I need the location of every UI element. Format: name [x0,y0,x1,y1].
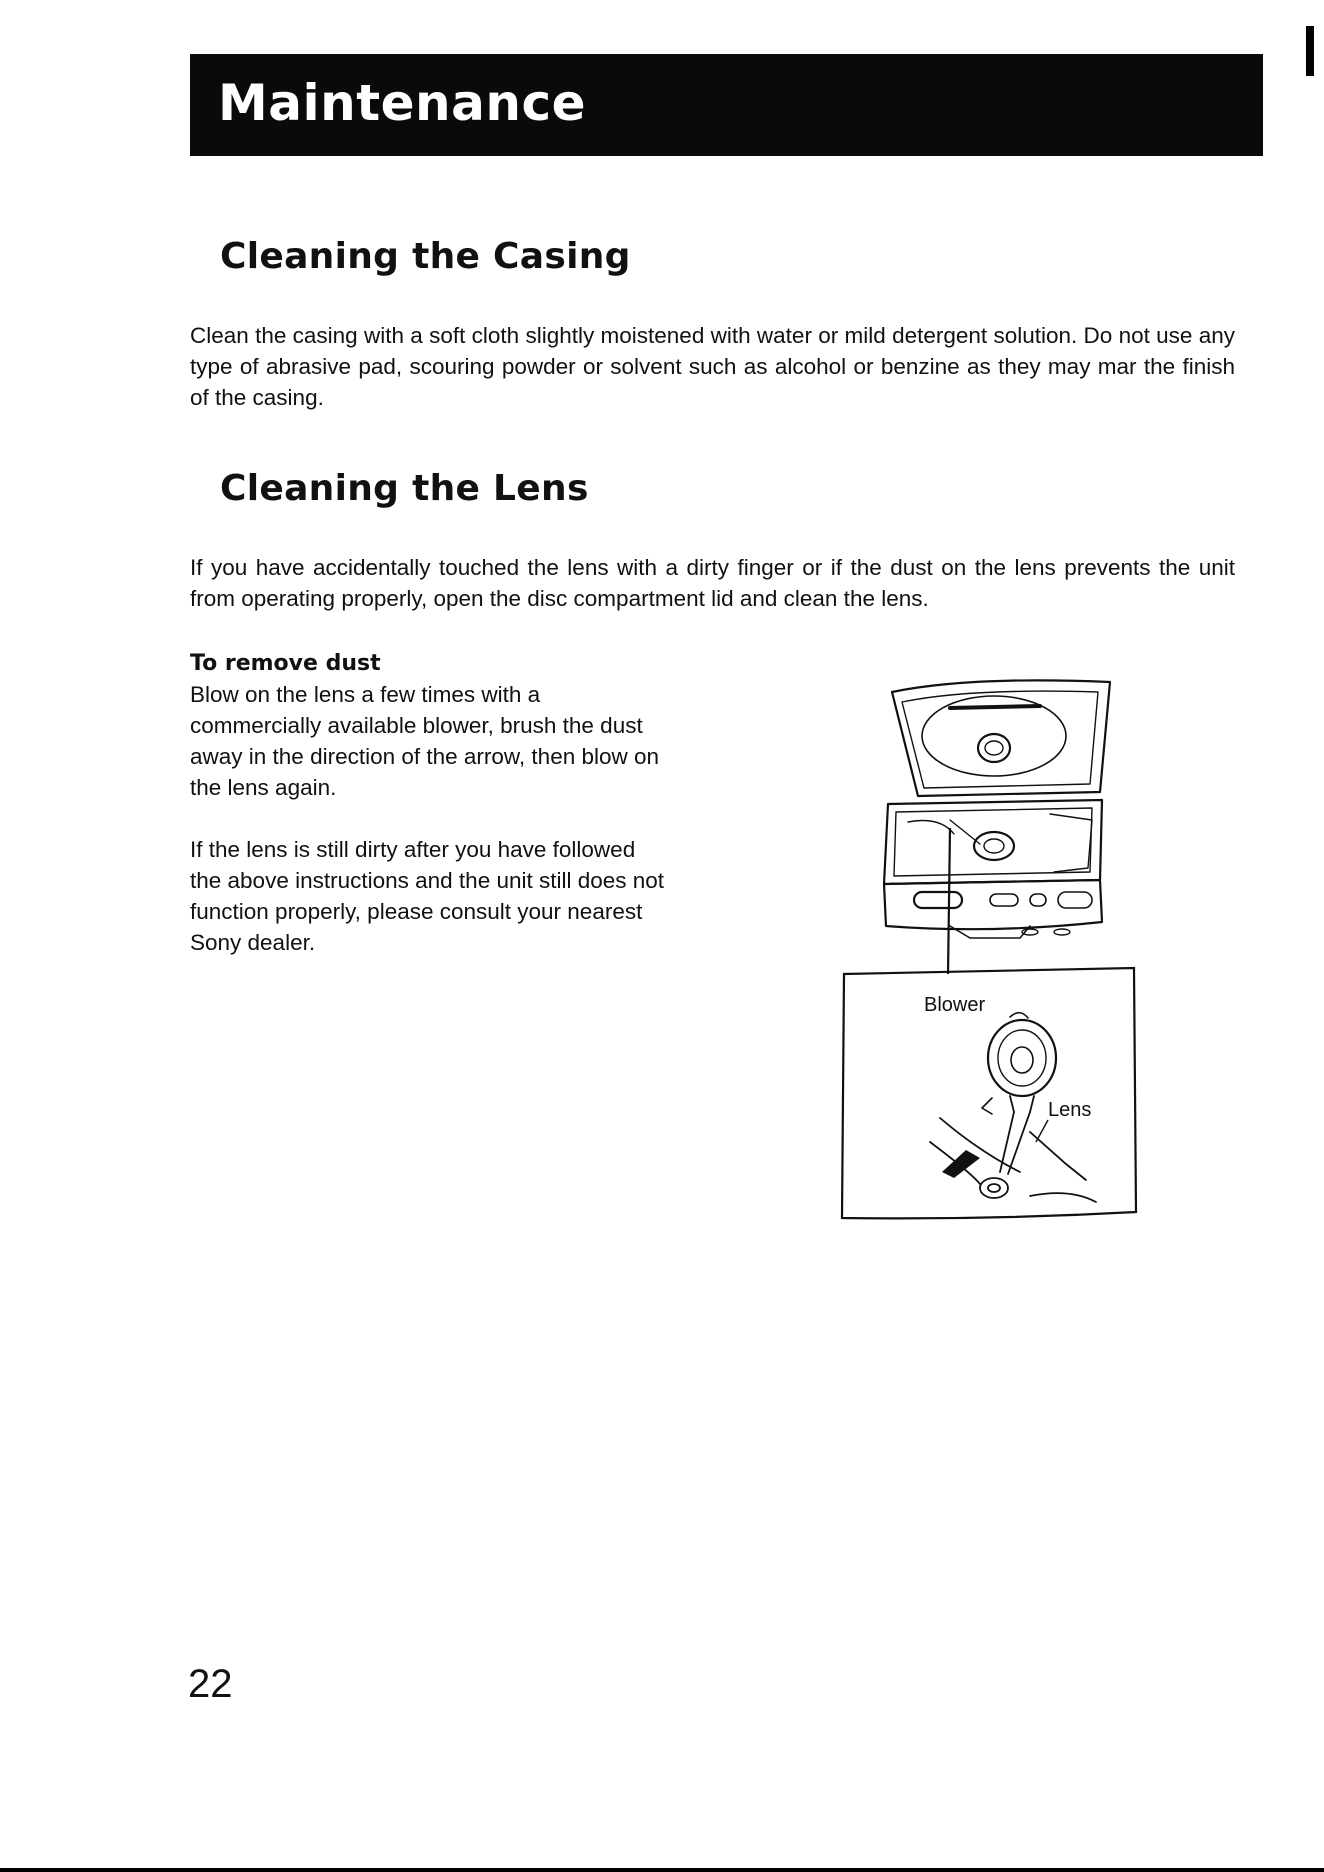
casing-heading: Cleaning the Casing [220,236,631,277]
consult-dealer-paragraph: If the lens is still dirty after you have followed the above instructions and the unit still does not function properly, please consult your nearest Sony dealer. [190,837,665,955]
blower-icon [982,1013,1056,1174]
lens-body: If you have accidentally touched the lens with a dirty finger or if the dust on the lens prevents the unit from operating properly, open the disc compartment lid and clean the lens. [190,555,1235,611]
casing-body: Clean the casing with a soft cloth slightly moistened with water or mild detergent solution. Do not use any type of abrasive pad, scouring powder or solvent such as alcohol or benzine as they may mar the finish of the casing. [190,323,1235,410]
lens-label: Lens [1048,1099,1092,1121]
callout-leader-line [948,828,950,974]
lid-spindle [978,734,1010,762]
page-number: 22 [188,1662,233,1706]
lens-label-leader [1036,1120,1048,1142]
remove-dust-paragraph: Blow on the lens a few times with a commercially available blower, brush the dust away in the direction of the arrow, then blow on the lens again. [190,682,660,800]
bottom-scan-edge [0,1868,1324,1872]
blower-label: Blower [924,994,986,1016]
lens-cleaning-illustration [830,672,1150,1224]
section-header-bar [190,54,1263,156]
thumb-index-mark [1306,26,1314,76]
display-window [914,892,962,908]
page-title: Maintenance [218,74,587,132]
remove-dust-subheading: To remove dust [190,651,381,676]
detail-inset-box [842,968,1136,1218]
player-body [884,800,1102,884]
turntable [974,832,1014,860]
lens-heading: Cleaning the Lens [220,468,589,509]
direction-arrow-icon [942,1150,980,1178]
remove-dust-block [190,648,670,958]
paragraph-spacer [190,803,670,834]
